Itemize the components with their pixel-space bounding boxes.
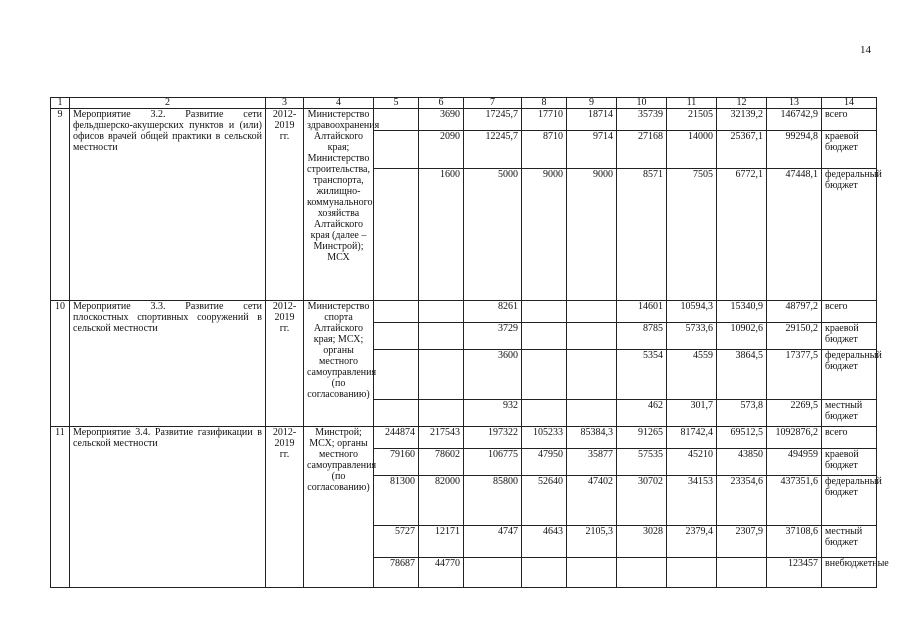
row-number-cell: 10	[51, 301, 70, 427]
header-cell: 9	[567, 98, 617, 109]
amount-cell: 573,8	[717, 400, 767, 427]
amount-cell: 105233	[522, 427, 567, 449]
amount-cell: 5354	[617, 350, 667, 400]
amount-cell: 5000	[464, 169, 522, 301]
amount-cell: 37108,6	[767, 526, 822, 558]
row-number-cell: 11	[51, 427, 70, 588]
amount-cell: 25367,1	[717, 131, 767, 169]
period-cell: 2012-2019 гг.	[266, 427, 304, 588]
funding-source-cell: всего	[822, 301, 877, 323]
header-cell: 8	[522, 98, 567, 109]
amount-cell: 52640	[522, 476, 567, 526]
amount-cell: 17710	[522, 109, 567, 131]
amount-cell: 45210	[667, 449, 717, 476]
header-cell: 4	[304, 98, 374, 109]
executor-cell: Минстрой; МСХ; органы местного самоуправления (по согласованию)	[304, 427, 374, 588]
amount-cell	[522, 350, 567, 400]
amount-cell: 197322	[464, 427, 522, 449]
amount-cell: 1092876,2	[767, 427, 822, 449]
amount-cell: 23354,6	[717, 476, 767, 526]
funding-source-cell: краевой бюджет	[822, 323, 877, 350]
amount-cell: 14000	[667, 131, 717, 169]
amount-cell: 34153	[667, 476, 717, 526]
funding-source-cell: федеральный бюджет	[822, 476, 877, 526]
amount-cell: 44770	[419, 558, 464, 588]
funding-source-cell: местный бюджет	[822, 526, 877, 558]
amount-cell: 10902,6	[717, 323, 767, 350]
funding-source-cell: краевой бюджет	[822, 449, 877, 476]
amount-cell: 18714	[567, 109, 617, 131]
amount-cell: 35739	[617, 109, 667, 131]
amount-cell: 81742,4	[667, 427, 717, 449]
amount-cell: 301,7	[667, 400, 717, 427]
amount-cell	[374, 323, 419, 350]
amount-cell: 244874	[374, 427, 419, 449]
funding-source-cell: федеральный бюджет	[822, 350, 877, 400]
amount-cell: 462	[617, 400, 667, 427]
amount-cell: 14601	[617, 301, 667, 323]
amount-cell	[419, 350, 464, 400]
amount-cell: 123457	[767, 558, 822, 588]
amount-cell: 17377,5	[767, 350, 822, 400]
amount-cell: 3864,5	[717, 350, 767, 400]
header-cell: 13	[767, 98, 822, 109]
amount-cell: 12171	[419, 526, 464, 558]
amount-cell: 29150,2	[767, 323, 822, 350]
amount-cell: 82000	[419, 476, 464, 526]
amount-cell: 2269,5	[767, 400, 822, 427]
amount-cell: 78602	[419, 449, 464, 476]
amount-cell: 8571	[617, 169, 667, 301]
amount-cell: 2105,3	[567, 526, 617, 558]
header-cell: 3	[266, 98, 304, 109]
amount-cell: 48797,2	[767, 301, 822, 323]
amount-cell: 78687	[374, 558, 419, 588]
row-number-cell: 9	[51, 109, 70, 301]
amount-cell	[374, 131, 419, 169]
page-number: 14	[860, 44, 871, 56]
amount-cell: 81300	[374, 476, 419, 526]
amount-cell: 932	[464, 400, 522, 427]
amount-cell: 43850	[717, 449, 767, 476]
amount-cell	[419, 323, 464, 350]
amount-cell	[419, 301, 464, 323]
amount-cell	[419, 400, 464, 427]
header-cell: 6	[419, 98, 464, 109]
funding-source-cell: внебюджетные	[822, 558, 877, 588]
funding-source-cell: всего	[822, 109, 877, 131]
amount-cell: 5733,6	[667, 323, 717, 350]
amount-cell	[522, 558, 567, 588]
funding-source-cell: федеральный бюджет	[822, 169, 877, 301]
amount-cell: 85800	[464, 476, 522, 526]
amount-cell: 99294,8	[767, 131, 822, 169]
period-cell: 2012-2019 гг.	[266, 301, 304, 427]
header-cell: 5	[374, 98, 419, 109]
amount-cell: 32139,2	[717, 109, 767, 131]
amount-cell: 6772,1	[717, 169, 767, 301]
amount-cell: 47402	[567, 476, 617, 526]
header-cell: 10	[617, 98, 667, 109]
amount-cell: 4559	[667, 350, 717, 400]
program-table	[50, 97, 889, 588]
amount-cell: 10594,3	[667, 301, 717, 323]
amount-cell: 9000	[567, 169, 617, 301]
amount-cell	[374, 109, 419, 131]
amount-cell	[522, 323, 567, 350]
amount-cell: 47950	[522, 449, 567, 476]
executor-cell: Министерство здравоохранения Алтайского края; Министерство строительства, транспорта, жилищно-коммунального хозяйства Алтайского края (далее – Минстрой); МСХ	[304, 109, 374, 301]
amount-cell: 2307,9	[717, 526, 767, 558]
amount-cell	[374, 301, 419, 323]
funding-source-cell: краевой бюджет	[822, 131, 877, 169]
amount-cell: 4747	[464, 526, 522, 558]
header-cell: 14	[822, 98, 877, 109]
amount-cell: 437351,6	[767, 476, 822, 526]
amount-cell: 12245,7	[464, 131, 522, 169]
amount-cell: 106775	[464, 449, 522, 476]
executor-cell: Министерство спорта Алтайского края; МСХ; органы местного самоуправления (по согласованию)	[304, 301, 374, 427]
amount-cell: 494959	[767, 449, 822, 476]
amount-cell: 3028	[617, 526, 667, 558]
amount-cell: 3729	[464, 323, 522, 350]
measure-name-cell: Мероприятие 3.4. Развитие газификации в сельской местности	[70, 427, 266, 588]
amount-cell: 7505	[667, 169, 717, 301]
amount-cell: 146742,9	[767, 109, 822, 131]
measure-name-cell: Мероприятие 3.3. Развитие сети плоскостных спортивных сооружений в сельской местности	[70, 301, 266, 427]
header-cell: 12	[717, 98, 767, 109]
amount-cell	[667, 558, 717, 588]
amount-cell: 1600	[419, 169, 464, 301]
amount-cell	[717, 558, 767, 588]
amount-cell: 21505	[667, 109, 717, 131]
amount-cell: 3600	[464, 350, 522, 400]
amount-cell: 8710	[522, 131, 567, 169]
measure-name-cell: Мероприятие 3.2. Развитие сети фельдшерско-акушерских пунктов и (или) офисов врачей общей практики в сельской местности	[70, 109, 266, 301]
amount-cell	[522, 400, 567, 427]
header-cell: 1	[51, 98, 70, 109]
amount-cell: 8785	[617, 323, 667, 350]
amount-cell	[567, 301, 617, 323]
period-cell: 2012-2019 гг.	[266, 109, 304, 301]
amount-cell: 2090	[419, 131, 464, 169]
funding-source-cell: всего	[822, 427, 877, 449]
amount-cell: 9000	[522, 169, 567, 301]
amount-cell: 2379,4	[667, 526, 717, 558]
amount-cell: 9714	[567, 131, 617, 169]
amount-cell: 35877	[567, 449, 617, 476]
amount-cell	[464, 558, 522, 588]
amount-cell	[374, 400, 419, 427]
amount-cell: 15340,9	[717, 301, 767, 323]
amount-cell	[567, 400, 617, 427]
amount-cell: 85384,3	[567, 427, 617, 449]
table-row	[51, 427, 877, 449]
amount-cell	[374, 169, 419, 301]
table-row	[51, 109, 877, 131]
amount-cell: 217543	[419, 427, 464, 449]
amount-cell	[567, 558, 617, 588]
amount-cell: 8261	[464, 301, 522, 323]
amount-cell: 30702	[617, 476, 667, 526]
amount-cell: 91265	[617, 427, 667, 449]
amount-cell: 4643	[522, 526, 567, 558]
amount-cell	[567, 350, 617, 400]
amount-cell	[522, 301, 567, 323]
column-number-row	[51, 98, 877, 109]
amount-cell: 79160	[374, 449, 419, 476]
table-body	[51, 109, 889, 588]
amount-cell: 17245,7	[464, 109, 522, 131]
amount-cell: 57535	[617, 449, 667, 476]
amount-cell: 69512,5	[717, 427, 767, 449]
amount-cell	[617, 558, 667, 588]
header-cell: 11	[667, 98, 717, 109]
amount-cell: 27168	[617, 131, 667, 169]
amount-cell: 5727	[374, 526, 419, 558]
header-cell: 7	[464, 98, 522, 109]
amount-cell: 47448,1	[767, 169, 822, 301]
amount-cell	[374, 350, 419, 400]
header-cell: 2	[70, 98, 266, 109]
amount-cell	[567, 323, 617, 350]
funding-source-cell: местный бюджет	[822, 400, 877, 427]
amount-cell: 3690	[419, 109, 464, 131]
table-row	[51, 301, 877, 323]
